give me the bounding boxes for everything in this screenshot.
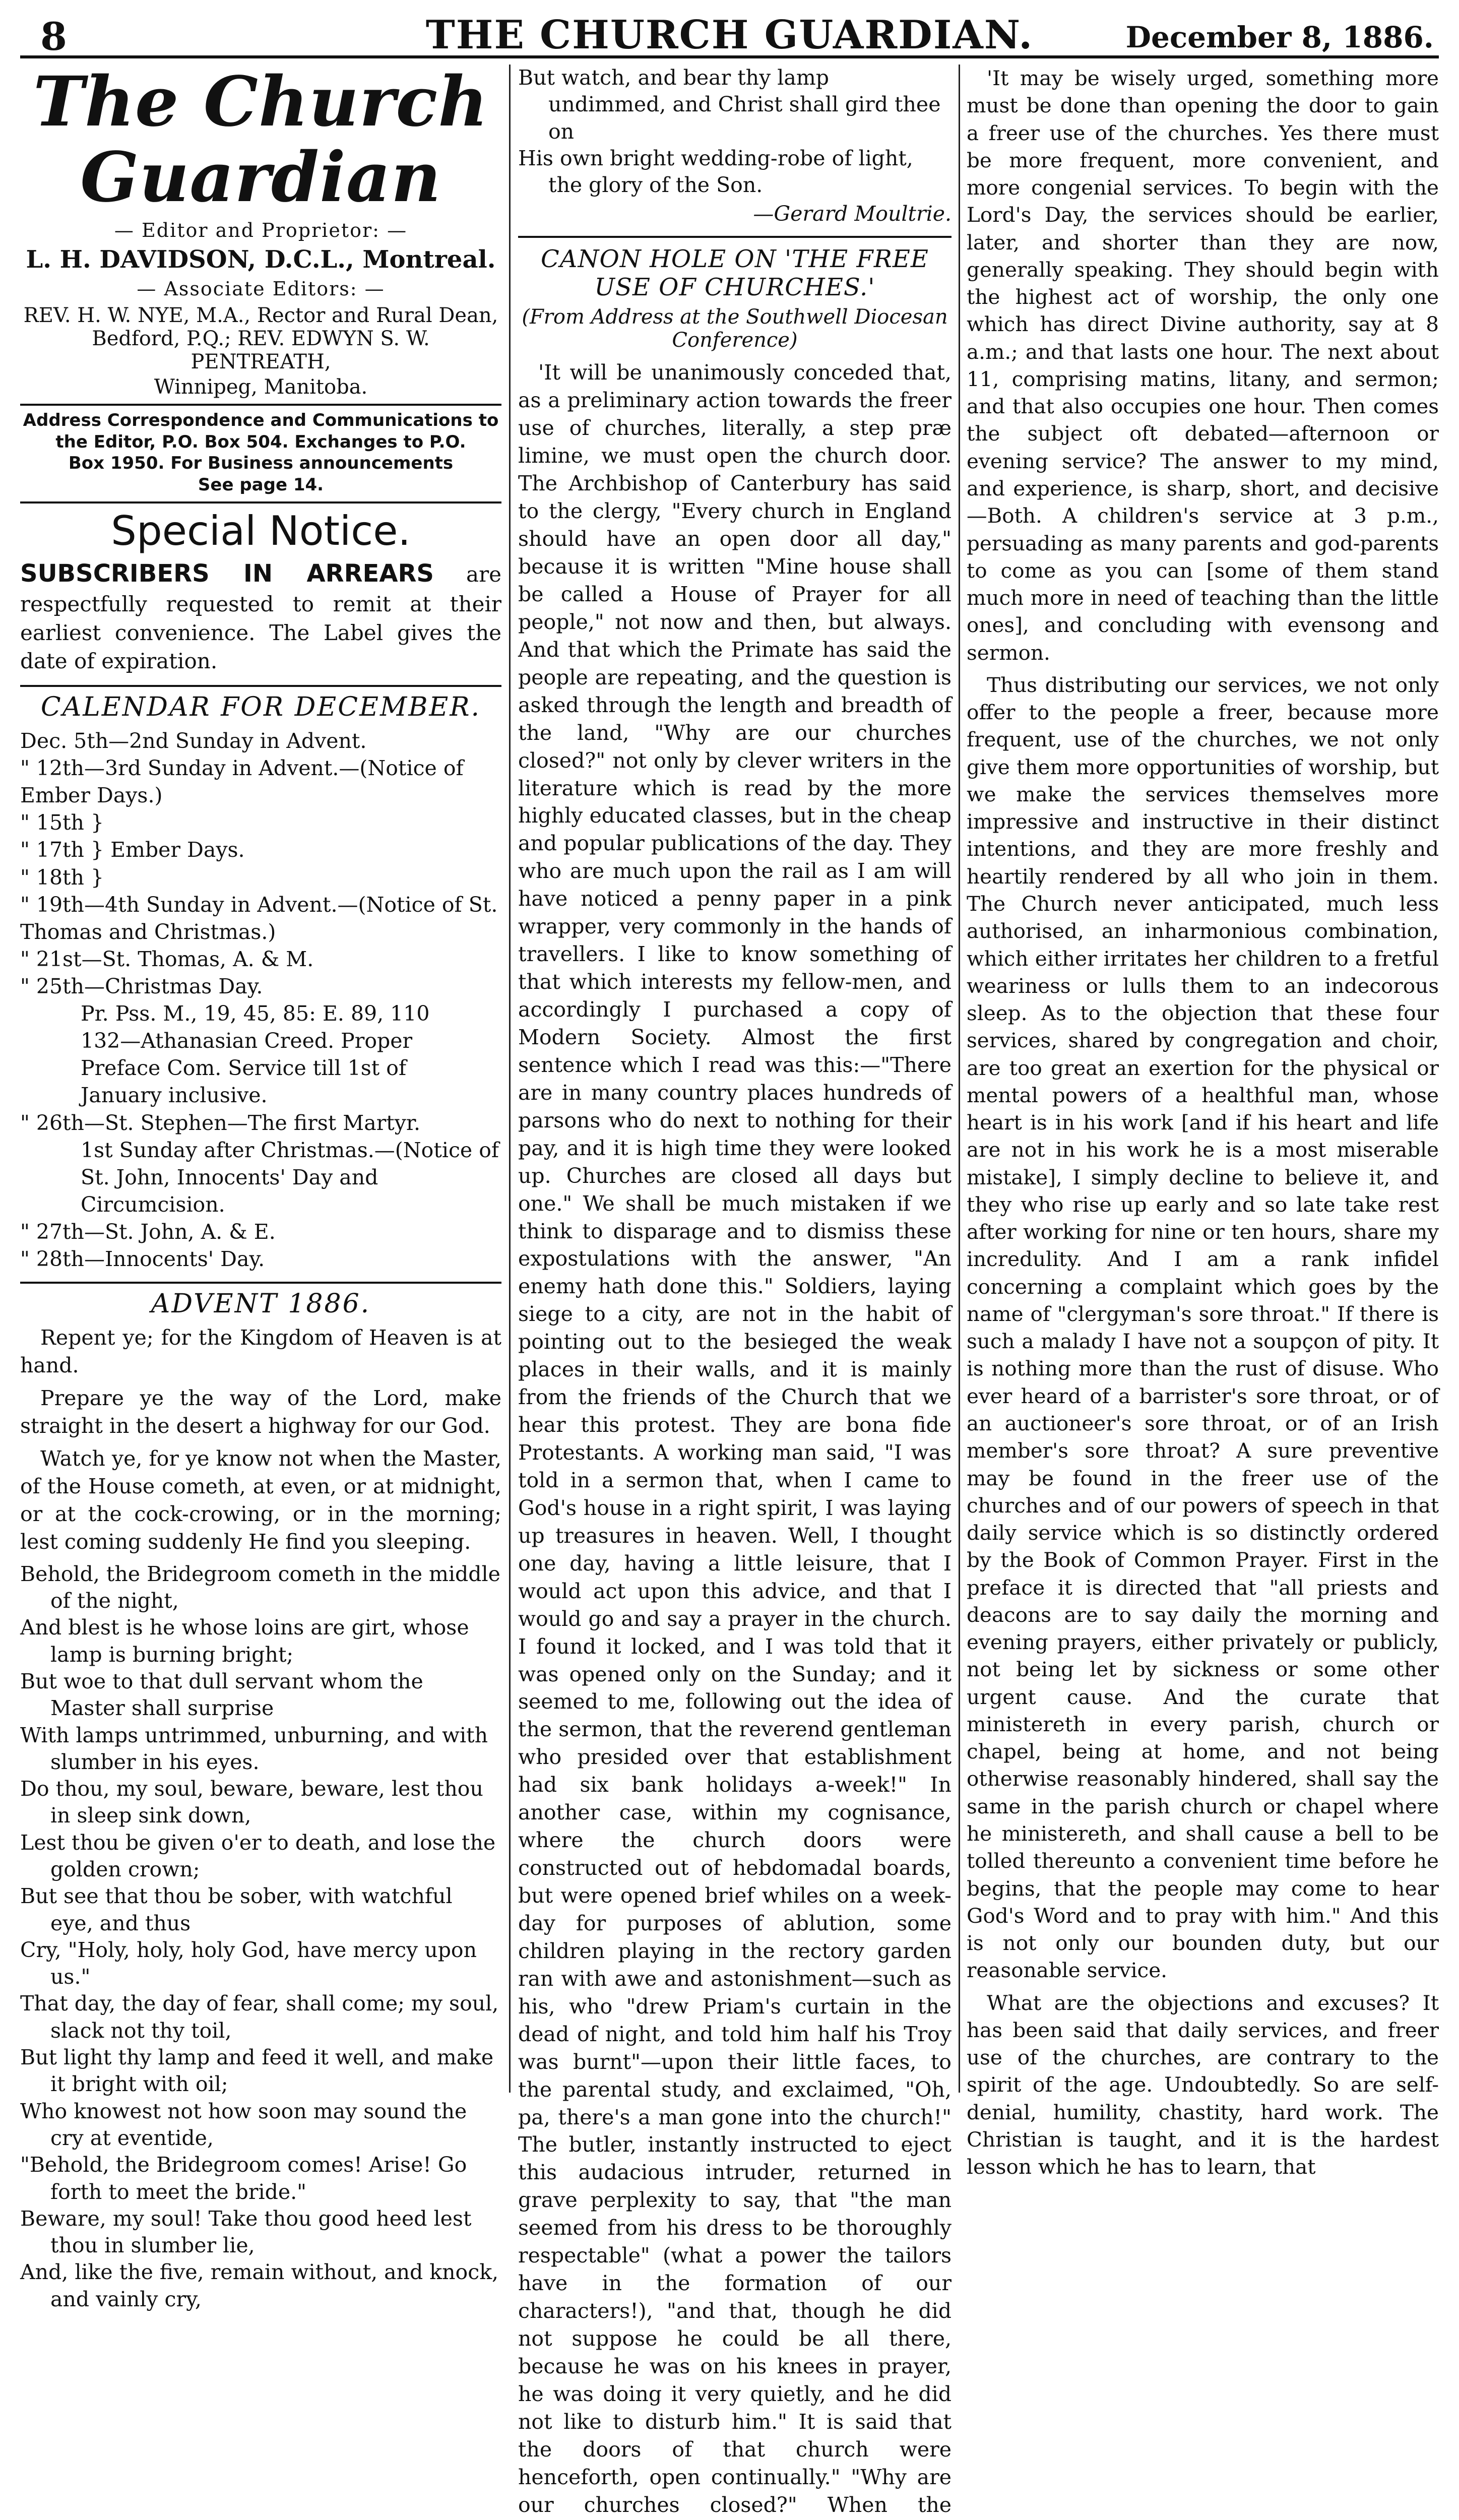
associate-label: — Associate Editors: —	[137, 278, 385, 300]
advent-poem	[20, 1561, 501, 2313]
associate-line: Winnipeg, Manitoba.	[154, 375, 368, 399]
poem-line: But see that thou be sober, with watchful eye, and thus	[20, 1884, 453, 1935]
middle-column	[518, 65, 951, 2517]
advent-intro: Repent ye; for the Kingdom of Heaven is at hand.	[20, 1326, 501, 1378]
column-rule-1	[509, 65, 511, 2093]
editor-label: — Editor and Proprietor: —	[114, 219, 408, 242]
calendar-line: " 12th—3rd Sunday in Advent.—(Notice of Ember Days.)	[20, 756, 464, 808]
calendar-list	[20, 727, 501, 1273]
poem-line: Lest thou be given o'er to death, and lose the golden crown;	[20, 1830, 496, 1881]
calendar-line: Preface Com. Service till 1st of	[81, 1056, 407, 1081]
calendar-line: " 15th }	[20, 810, 104, 835]
advent-title: ADVENT 1886.	[20, 1282, 501, 1319]
calendar-line: " 18th }	[20, 865, 104, 890]
advent-intro: Watch ye, for ye know not when the Master, of the House cometh, at even, or at midnight, or at the cock-crowing, or in the morning; lest coming suddenly He find you sleeping.	[20, 1446, 501, 1554]
address-line: the Editor, P.O. Box 504. Exchanges to P.O.	[55, 431, 466, 452]
poem-line: And, like the five, remain without, and knock, and vainly cry,	[20, 2260, 499, 2311]
left-column	[20, 61, 501, 2311]
poem-line: Behold, the Bridegroom cometh in the middle of the night,	[20, 1561, 500, 1613]
calendar-line: " 17th } Ember Days.	[20, 838, 245, 862]
article-paragraph: What are the objections and excuses? It has been said that daily services, and freer use of the churches, are contrary to the spirit of the age. Undoubtedly. So are self-denial, humility, chastity, hard work. The Christian is taught, and it is the hardest lesson which he has to learn, that	[967, 1990, 1439, 2179]
issue-date: December 8, 1886.	[1125, 20, 1434, 54]
calendar-line: " 19th—4th Sunday in Advent.—(Notice of St. Thomas and Christmas.)	[20, 892, 498, 944]
article-paragraph: 'It may be wisely urged, something more must be done than opening the door to gain a freer use of the churches. Yes there must be more frequent, more convenient, and more congenial services. To begin with the Lord's Day, the services should be earlier, later, and shorter than they are now, generally speaking. They should begin with the highest act of worship, the only one which has direct Divine authority, say at 8 a.m.; and that lasts one hour. The next about 11, comprising matins, litany, and sermon; and that also occupies one hour. Then comes the subject oft debated—afternoon or evening service? The answer to my mind, and experience, is sharp, short, and decisive—Both. A children's service at 3 p.m., persuading as many parents and god-parents to come as you can [some of them stand much more in need of teaching than the little ones], and concluding with evensong and sermon.	[967, 66, 1439, 665]
calendar-line: Pr. Pss. M., 19, 45, 85: E. 89, 110	[81, 1001, 430, 1026]
column-rule-2	[959, 65, 960, 2093]
address-block	[20, 404, 501, 495]
masthead-title: The Church Guardian	[33, 61, 489, 218]
special-notice-text: are respectfully requested to remit at their earliest convenience. The Label gives the date of expiration.	[20, 562, 501, 674]
associate-line: REV. H. W. NYE, M.A., Rector and Rural Dean, Bedford, P.Q.; REV. EDWYN S. W. PENTREATH,	[23, 304, 498, 374]
special-notice-lead: SUBSCRIBERS IN ARREARS	[20, 559, 434, 588]
poem-line: Cry, "Holy, holy, holy God, have mercy upon us."	[20, 1937, 477, 1989]
special-notice-body	[20, 557, 501, 676]
address-line: See page 14.	[198, 474, 324, 495]
poem-line: "Behold, the Bridegroom comes! Arise! Go forth to meet the bride."	[20, 2153, 467, 2204]
calendar-line: " 21st—St. Thomas, A. & M.	[20, 947, 314, 971]
editor-name: L. H. DAVIDSON, D.C.L., Montreal.	[26, 245, 496, 274]
poem-line: Who knowest not how soon may sound the cry at eventide,	[20, 2099, 467, 2150]
poem-line: With lamps untrimmed, unburning, and with slumber in his eyes.	[20, 1723, 488, 1774]
calendar-line: 132—Athanasian Creed. Proper	[81, 1029, 413, 1053]
poem-line: But woe to that dull servant whom the Master shall surprise	[20, 1669, 423, 1721]
address-line: Address Correspondence and Communications to	[23, 410, 499, 431]
poem-line: That day, the day of fear, shall come; my soul, slack not thy toil,	[20, 1991, 499, 2043]
poem-line: Beware, my soul! Take thou good heed lest thou in slumber lie,	[20, 2206, 472, 2258]
advent-intro: Prepare ye the way of the Lord, make straight in the desert a highway for our God.	[20, 1386, 501, 1438]
calendar-line: " 26th—St. Stephen—The first Martyr.	[20, 1110, 421, 1135]
poem-author: —Gerard Moultrie.	[753, 202, 951, 226]
poem-line: But light thy lamp and feed it well, and make it bright with oil;	[20, 2045, 494, 2097]
page-header	[20, 10, 1439, 58]
poem-line: And blest is he whose loins are girt, whose lamp is burning bright;	[20, 1615, 469, 1667]
poem-line: But watch, and bear thy lamp undimmed, and Christ shall gird thee on	[518, 66, 941, 144]
calendar-line: " 27th—St. John, A. & E.	[20, 1220, 276, 1244]
calendar-line: January inclusive.	[81, 1083, 268, 1108]
article-paragraph: Thus distributing our services, we not only offer to the people a freer, because more frequent, use of the churches, we not only give them more opportunities of worship, but we make the services themselves more impressive and instructive in their distinct intentions, and they are more freshly and heartily rendered by all who join in them. The Church never anticipated, much less authorised, an inharmonious combination, which either irritates her children to a fretful weariness or lulls them to an indecorous sleep. As to the objection that these four services, shared by congregation and choir, are too great an exertion for the physical or mental powers of a healthful man, whose heart is in his work [and if his heart and life are not in his work he is a most miserable mistake], I simply decline to believe it, and they who rise up early and so late take rest after working for nine or ten hours, share my incredulity. And I am a rank infidel concerning a complaint which goes by the name of "clergyman's sore throat." If there is such a malady I have not a soupçon of pity. It is nothing more than the rust of disuse. Who ever heard of a barrister's sore throat, or of an auctioneer's sore throat, or of an Irish member's sore throat? A sure preventive may be found in the freer use of the churches and of our powers of speech in that daily service which is so distinctly ordered by the Book of Common Prayer. First in the preface it is directed that "all priests and deacons are to say daily the morning and evening prayers, either privately or publicly, not being let by sickness or some other urgent cause. And the curate that ministereth in every parish, church or chapel, being at home, and not being otherwise reasonably hindered, shall say the same in the parish church or chapel where he ministereth, and shall cause a bell to be tolled thereunto a convenient time before he begins, that the people may come to hear God's Word and to pray with him." And this is not only our bounden duty, but our reasonable service.	[967, 672, 1439, 1983]
address-line: Box 1950. For Business announcements	[68, 453, 454, 474]
article-subtitle: (From Address at the Southwell Diocesan Conference)	[522, 305, 948, 352]
calendar-title: CALENDAR FOR DECEMBER.	[20, 685, 501, 722]
calendar-line: 1st Sunday after Christmas.—(Notice of St. John, Innocents' Day and Circumcision.	[81, 1138, 499, 1217]
special-notice-title: Special Notice.	[20, 501, 501, 554]
calendar-line: " 28th—Innocents' Day.	[20, 1247, 265, 1272]
poem-line: Do thou, my soul, beware, beware, lest thou in sleep sink down,	[20, 1777, 483, 1828]
calendar-line: " 25th—Christmas Day.	[20, 974, 263, 999]
article-title: CANON HOLE ON 'THE FREE USE OF CHURCHES.'	[518, 236, 951, 301]
calendar-line: Dec. 5th—2nd Sunday in Advent.	[20, 729, 367, 753]
article-paragraph: 'It will be unanimously conceded that, as a preliminary action towards the freer use of churches, literally, a step præ limine, we must open the church door. The Archbishop of Canterbury has said to the clergy, "Every church in England should have an open door all day," because it is written "Mine house shall be called a House of Prayer for all people," not now and then, but always. And that which the Primate has said the people are repeating, and the question is asked through the length and breadth of the land, "Why are our churches closed?" not only by clever writers in the literature which is read by the more highly educated classes, but in the cheap and popular publications of the day. They who are much upon the rail as I am will have noticed a penny paper in a pink wrapper, very commonly in the hands of travellers. I like to know something of that which interests my fellow-men, and accordingly I purchased a copy of Modern Society. Almost the first sentence which I read was this:—"There are in many country places hundreds of parsons who do next to nothing for their pay, and it is high time they were looked up. Churches are closed all days but one." We shall be much mistaken if we think to disparage and to dismiss these expostulations with the answer, "An enemy hath done this." Soldiers, laying siege to a city, are not in the habit of pointing out to the besieged the weak places in their walls, and it is mainly from the friends of the Church that we hear this protest. They are bona fide Protestants. A working man said, "I was told in a sermon that, when I came to God's house in a right spirit, I was laying up treasures in heaven. Well, I thought one day, having a little leisure, that I would act upon this advice, and that I would go and say a prayer in the church. I found it locked, and I was told that it was opened only on the Sunday; and it seemed to me, following out the idea of the sermon, that the reverend gentleman who presided over that establishment had six bank holidays a-week!" In another case, within my cognisance, where the church doors were constructed out of hebdomadal boards, but were opened brief whiles on a week-day for purposes of ablution, some children playing in the rectory garden ran with awe and astonishment—such as his, who "drew Priam's curtain in the dead of night, and told him half his Troy was burnt"—upon their little faces, to the parental study, and exclaimed, "Oh, pa, there's a man gone into the church!" The butler, instantly instructed to eject this audacious intruder, returned in grave perplexity to say, that "the man seemed from his dress to be thoroughly respectable" (what a power the tailors have in the formation of our characters!), "and that, though he did not suppose he could be all there, because he was on his knees in prayer, he was doing it very quietly, and he did not like to disturb him." It is said that the doors of that church were henceforth, open continually." "Why are our churches closed?" When the	[518, 360, 951, 2517]
right-column	[967, 65, 1439, 2179]
publication-title: THE CHURCH GUARDIAN.	[425, 12, 1034, 58]
poem-line: His own bright wedding-robe of light, the glory of the Son.	[518, 146, 913, 198]
page-number: 8	[40, 14, 67, 59]
